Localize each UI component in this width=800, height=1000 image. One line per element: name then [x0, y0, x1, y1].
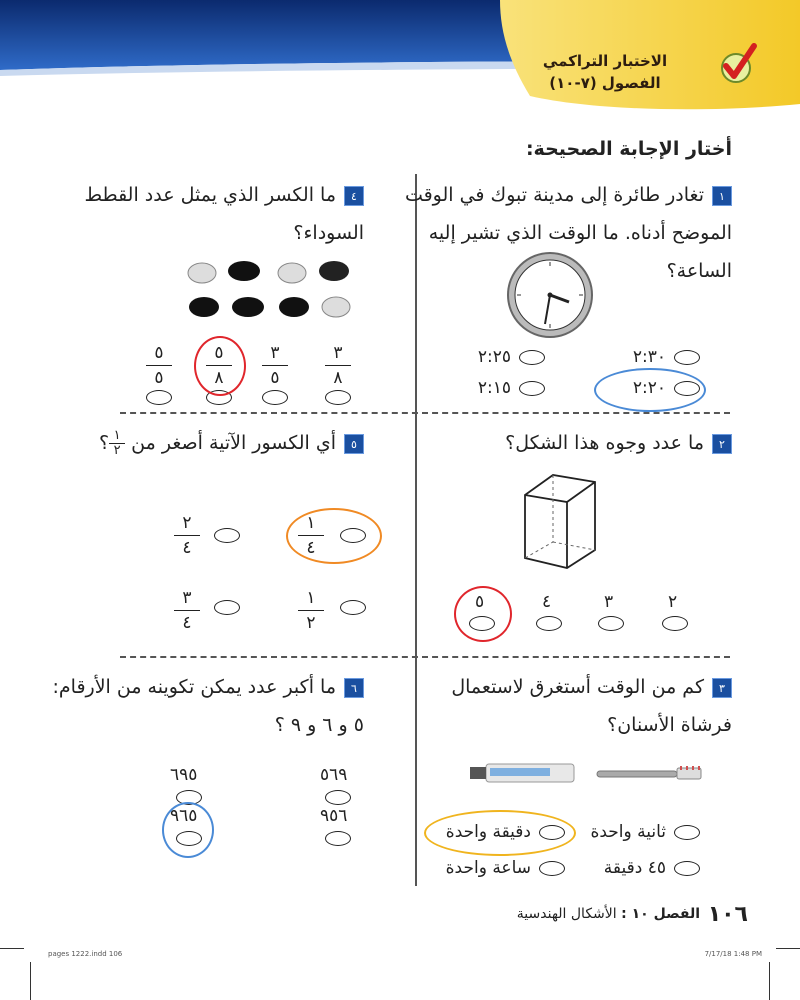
slug-left: pages 1222.indd 106: [48, 950, 123, 958]
question-5: ٥أي الكسور الآتية أصغر من ١ ٢ ؟: [64, 424, 364, 462]
question-4: [64, 176, 364, 252]
radio-oval[interactable]: [519, 350, 545, 365]
q3-option-3[interactable]: ٤٥ دقيقة: [604, 858, 700, 878]
footer-chapter-title: الفصل ١٠ : الأشكال الهندسية: [516, 906, 700, 922]
q5-option-2[interactable]: [214, 528, 240, 543]
q6-option-1[interactable]: [325, 790, 351, 805]
crop-mark: [769, 962, 770, 1000]
radio-oval[interactable]: [674, 825, 700, 840]
q3-option-2[interactable]: دقيقة واحدة: [446, 822, 565, 842]
q2-option-2[interactable]: [598, 616, 624, 631]
instruction-heading: أختار الإجابة الصحيحة:: [525, 138, 732, 160]
slug-right: 7/17/18 1:48 PM: [704, 950, 762, 958]
q3-option-4[interactable]: ساعة واحدة: [446, 858, 565, 878]
radio-oval[interactable]: [674, 861, 700, 876]
question-4-text: ما الكسر الذي يمثل عدد القطط السوداء؟: [84, 184, 364, 244]
q5-option-4[interactable]: [214, 600, 240, 615]
question-number-4: ٤: [344, 186, 364, 206]
q4-fraction-3: ٥ ٨: [206, 343, 232, 388]
clock-icon: [505, 250, 595, 340]
q6-option-label-2: ٦٩٥: [170, 765, 198, 785]
question-2-text: ما عدد وجوه هذا الشكل؟: [505, 432, 704, 454]
q6-option-label-4: ٩٦٥: [170, 806, 198, 826]
question-number-3: ٣: [712, 678, 732, 698]
answer-circle-q3: [424, 810, 576, 856]
q2-option-label-2: ٣: [604, 592, 614, 612]
q5-reference-fraction: ١ ٢: [109, 429, 125, 458]
q1-option-3[interactable]: ٢:٢٠: [633, 378, 700, 398]
q2-option-1[interactable]: [662, 616, 688, 631]
question-number-5: ٥: [344, 434, 364, 454]
row-divider-2: [120, 656, 730, 658]
badge-line1: الاختبار التراكمي: [542, 52, 668, 70]
q5-fraction-2: ٢ ٤: [174, 513, 200, 558]
answer-circle-q6: [162, 802, 214, 858]
q4-fraction-1: ٣ ٨: [325, 343, 351, 388]
question-2: [402, 424, 732, 462]
q4-fraction-4: ٥ ٥: [146, 343, 172, 388]
q5-option-3[interactable]: [340, 600, 366, 615]
question-6-digits: ٥ و ٦ و ٩ ؟: [274, 714, 364, 736]
triangular-prism-icon: [515, 470, 600, 570]
crop-mark: [0, 948, 24, 949]
q6-option-3[interactable]: [325, 831, 351, 846]
q5-fraction-3: ١ ٢: [298, 588, 324, 633]
toothbrush-icon: [595, 764, 705, 784]
question-3-text: كم من الوقت أستغرق لاستعمال فرشاة الأسنان؟: [451, 676, 732, 736]
answer-circle-q2: [454, 586, 512, 642]
q4-option-4[interactable]: [146, 390, 172, 405]
q3-option-1[interactable]: ثانية واحدة: [590, 822, 700, 842]
question-1-text: تغادر طائرة إلى مدينة تبوك في الوقت الموضح أدناه. ما الوقت الذي تشير إليه الساعة؟: [404, 184, 732, 282]
q4-option-1[interactable]: [325, 390, 351, 405]
q5-fraction-4: ٣ ٤: [174, 588, 200, 633]
q6-option-label-1: ٥٦٩: [320, 765, 348, 785]
crop-mark: [776, 948, 800, 949]
q2-option-3[interactable]: [536, 616, 562, 631]
question-number-6: ٦: [344, 678, 364, 698]
answer-circle-q1: [594, 368, 706, 412]
q4-fraction-2: ٣ ٥: [262, 343, 288, 388]
question-number-2: ٢: [712, 434, 732, 454]
q2-option-label-1: ٢: [668, 592, 678, 612]
q1-option-4[interactable]: ٢:١٥: [478, 378, 545, 398]
q4-option-2[interactable]: [262, 390, 288, 405]
toothpaste-icon: [468, 758, 578, 788]
radio-oval[interactable]: [674, 350, 700, 365]
badge-line2: الفصول (٧-١٠): [549, 74, 661, 92]
row-divider-1: [120, 412, 730, 414]
q2-option-label-3: ٤: [542, 592, 552, 612]
q1-option-2[interactable]: ٢:٢٥: [478, 347, 545, 367]
badge-title: [500, 50, 710, 94]
question-number-1: ١: [712, 186, 732, 206]
radio-oval[interactable]: [519, 381, 545, 396]
answer-circle-q4: [194, 336, 246, 396]
checkmark-icon: [712, 40, 760, 88]
page-number: ١٠٦: [707, 902, 748, 927]
q2-option-label-4: ٥: [475, 592, 485, 612]
q5-fraction-1: ١ ٤: [298, 513, 324, 558]
crop-mark: [30, 962, 31, 1000]
question-6-text: ما أكبر عدد يمكن تكوينه من الأرقام:: [52, 676, 336, 698]
q6-option-label-3: ٩٥٦: [320, 806, 348, 826]
radio-oval[interactable]: [539, 861, 565, 876]
question-6: [44, 668, 364, 744]
question-5-text: أي الكسور الآتية أصغر من: [131, 432, 336, 454]
question-3: [402, 668, 732, 744]
answer-circle-q5: [286, 508, 382, 564]
cats-illustration: [184, 255, 360, 325]
q1-option-1[interactable]: ٢:٣٠: [633, 347, 700, 367]
